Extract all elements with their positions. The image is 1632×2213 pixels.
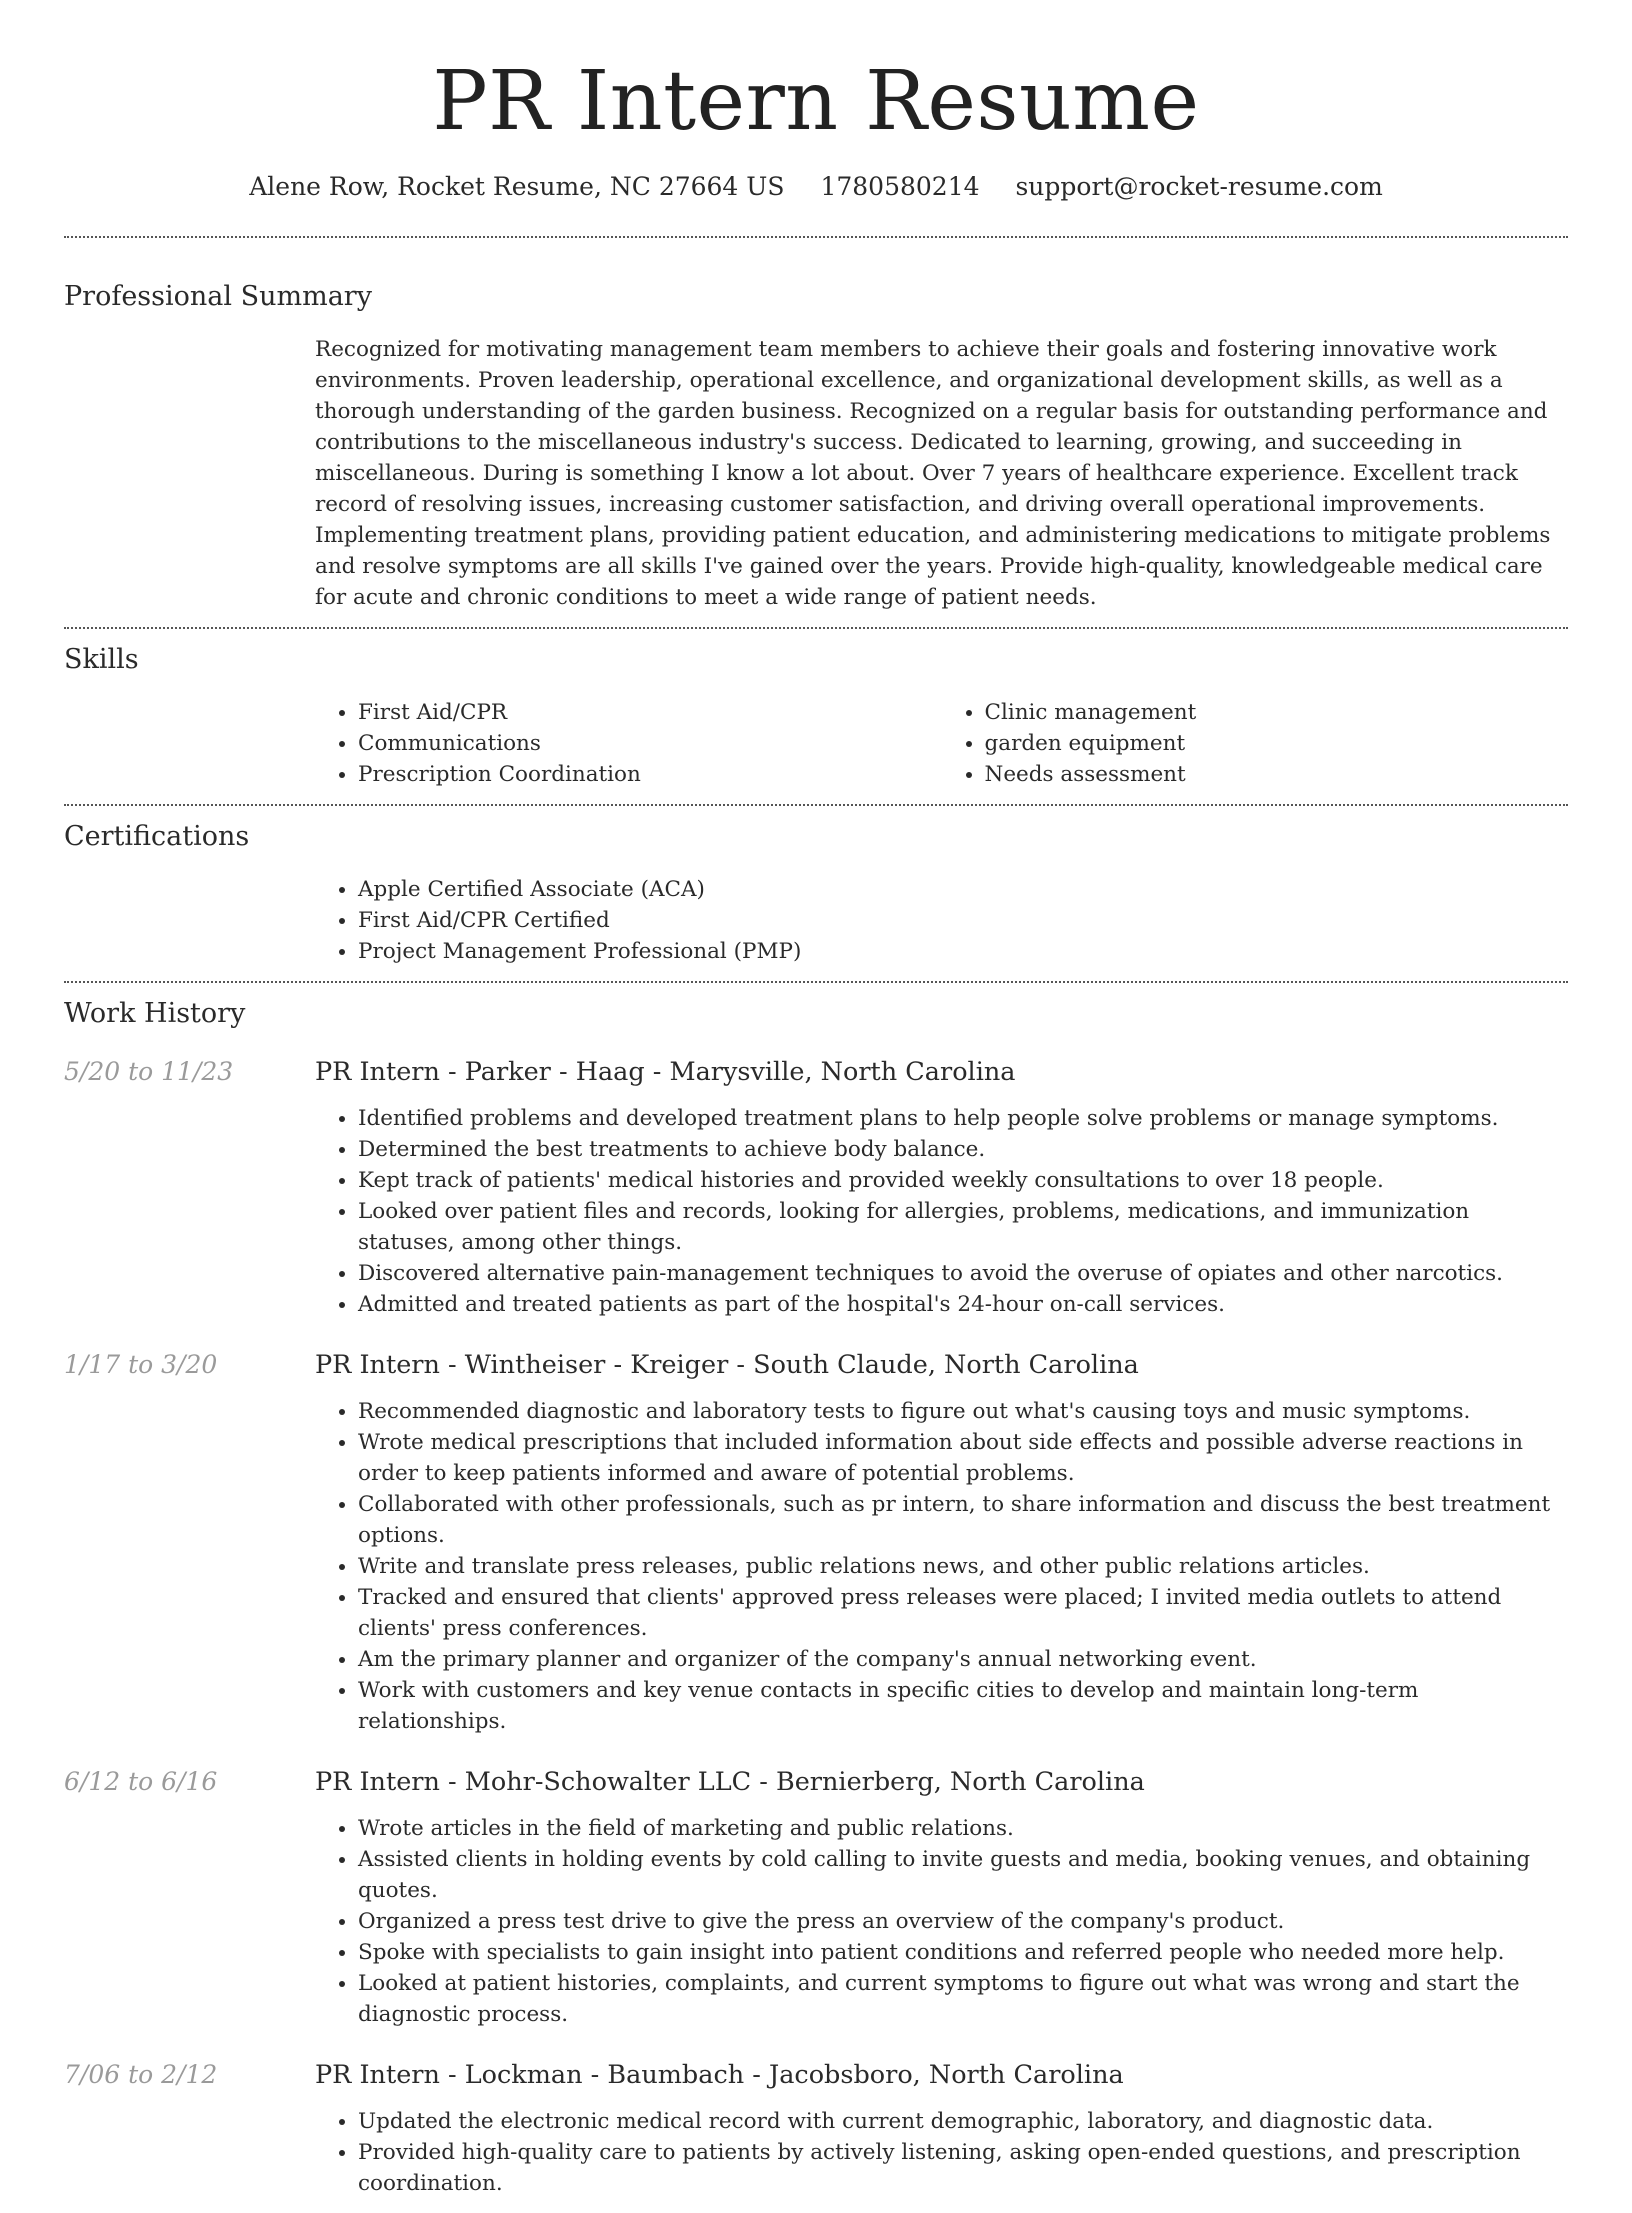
contact-address: Alene Row, Rocket Resume, NC 27664 US — [249, 172, 785, 201]
job-bullet: • Determined the best treatments to achieve body balance. — [358, 1134, 1568, 1165]
job-bullet: • Discovered alternative pain-management techniques to avoid the overuse of opiates and other narcotics. — [358, 1258, 1568, 1289]
certifications-section — [64, 806, 1568, 981]
certifications-heading: Certifications — [64, 821, 250, 852]
contact-phone: 1780580214 — [820, 172, 980, 201]
job-dates: 5/20 to 11/23 — [64, 1057, 234, 1086]
job-bullets — [315, 2106, 1568, 2199]
job-details — [315, 1055, 1568, 1320]
job-bullet: • Organized a press test drive to give the press an overview of the company's product. — [358, 1906, 1568, 1937]
skills-list-left — [315, 697, 942, 790]
job-entry — [64, 1055, 1568, 1320]
job-bullet: • Assisted clients in holding events by cold calling to invite guests and media, booking venues, and obtaining quotes. — [358, 1844, 1568, 1906]
resume-page — [64, 0, 1568, 2196]
job-details — [315, 1765, 1568, 2030]
summary-heading: Professional Summary — [64, 281, 372, 312]
job-entry — [64, 1348, 1568, 1737]
job-title: PR Intern - Parker - Haag - Marysville, North Carolina — [315, 1057, 1016, 1087]
skill-item: • Clinic management — [985, 697, 1569, 728]
skills-grid — [315, 697, 1568, 790]
skill-item: • Communications — [358, 728, 942, 759]
skill-item: • garden equipment — [985, 728, 1569, 759]
skills-section — [64, 629, 1568, 804]
job-bullet: • Identified problems and developed treatment plans to help people solve problems or manage symptoms. — [358, 1103, 1568, 1134]
job-bullet: • Looked over patient files and records, looking for allergies, problems, medications, and immunization statuses, among other things. — [358, 1196, 1568, 1258]
skill-item: • Needs assessment — [985, 759, 1569, 790]
certification-item: • First Aid/CPR Certified — [358, 905, 1568, 936]
job-bullet: • Recommended diagnostic and laboratory tests to figure out what's causing toys and music symptoms. — [358, 1396, 1568, 1427]
job-bullets — [315, 1103, 1568, 1320]
job-bullet: • Work with customers and key venue contacts in specific cities to develop and maintain long-term relationships. — [358, 1675, 1568, 1737]
skill-item: • Prescription Coordination — [358, 759, 942, 790]
summary-section — [64, 238, 1568, 627]
job-bullet: • Write and translate press releases, public relations news, and other public relations articles. — [358, 1551, 1568, 1582]
work-section — [64, 983, 1568, 2213]
skill-item: • First Aid/CPR — [358, 697, 942, 728]
job-title: PR Intern - Wintheiser - Kreiger - South Claude, North Carolina — [315, 1350, 1139, 1380]
job-bullet: • Updated the electronic medical record with current demographic, laboratory, and diagnostic data. — [358, 2106, 1568, 2137]
summary-text: Recognized for motivating management team members to achieve their goals and fostering innovative work environments. Proven leadership, operational excellence, and organizational development skills, as well as a thorough understanding of the garden business. Recognized on a regular basis for outstanding performance and contributions to the miscellaneous industry's success. Dedicated to learning, growing, and succeeding in miscellaneous. During is something I know a lot about. Over 7 years of healthcare experience. Excellent track record of resolving issues, increasing customer satisfaction, and driving overall operational improvements. Implementing treatment plans, providing patient education, and administering medications to mitigate problems and resolve symptoms are all skills I've gained over the years. Provide high-quality, knowledgeable medical care for acute and chronic conditions to meet a wide range of patient needs. — [315, 337, 1551, 610]
work-heading: Work History — [64, 998, 246, 1029]
summary-body — [315, 334, 1568, 613]
job-bullet: • Wrote articles in the field of marketing and public relations. — [358, 1813, 1568, 1844]
job-bullet: • Collaborated with other professionals, such as pr intern, to share information and discuss the best treatment options. — [358, 1489, 1568, 1551]
job-bullet: • Kept track of patients' medical histories and provided weekly consultations to over 18 people. — [358, 1165, 1568, 1196]
job-dates: 1/17 to 3/20 — [64, 1350, 218, 1379]
certifications-list — [315, 874, 1568, 967]
skills-heading: Skills — [64, 644, 139, 675]
job-dates: 7/06 to 2/12 — [64, 2060, 218, 2089]
resume-title: PR Intern Resume — [432, 54, 1200, 149]
certification-item: • Project Management Professional (PMP) — [358, 936, 1568, 967]
skills-list-right — [942, 697, 1569, 790]
job-details — [315, 2058, 1568, 2199]
contact-line — [64, 170, 1568, 204]
job-bullet: • Am the primary planner and organizer of the company's annual networking event. — [358, 1644, 1568, 1675]
job-details — [315, 1348, 1568, 1737]
job-bullet: • Wrote medical prescriptions that included information about side effects and possible adverse reactions in order to keep patients informed and aware of potential problems. — [358, 1427, 1568, 1489]
job-entry — [64, 2058, 1568, 2199]
certifications-body — [315, 874, 1568, 967]
job-bullet: • Provided high-quality care to patients by actively listening, asking open-ended questions, and prescription coordination. — [358, 2137, 1568, 2199]
work-list — [64, 1055, 1568, 2199]
job-bullets — [315, 1396, 1568, 1737]
contact-email: support@rocket-resume.com — [1015, 172, 1383, 201]
certification-item: • Apple Certified Associate (ACA) — [358, 874, 1568, 905]
job-bullet: • Tracked and ensured that clients' approved press releases were placed; I invited media outlets to attend clients' press conferences. — [358, 1582, 1568, 1644]
job-bullet: • Spoke with specialists to gain insight into patient conditions and referred people who needed more help. — [358, 1937, 1568, 1968]
job-entry — [64, 1765, 1568, 2030]
job-title: PR Intern - Lockman - Baumbach - Jacobsboro, North Carolina — [315, 2060, 1124, 2090]
job-bullets — [315, 1813, 1568, 2030]
job-title: PR Intern - Mohr-Schowalter LLC - Bernierberg, North Carolina — [315, 1767, 1145, 1797]
job-bullet: • Admitted and treated patients as part of the hospital's 24-hour on-call services. — [358, 1289, 1568, 1320]
job-bullet: • Looked at patient histories, complaints, and current symptoms to figure out what was wrong and start the diagnostic process. — [358, 1968, 1568, 2030]
job-dates: 6/12 to 6/16 — [64, 1767, 218, 1796]
